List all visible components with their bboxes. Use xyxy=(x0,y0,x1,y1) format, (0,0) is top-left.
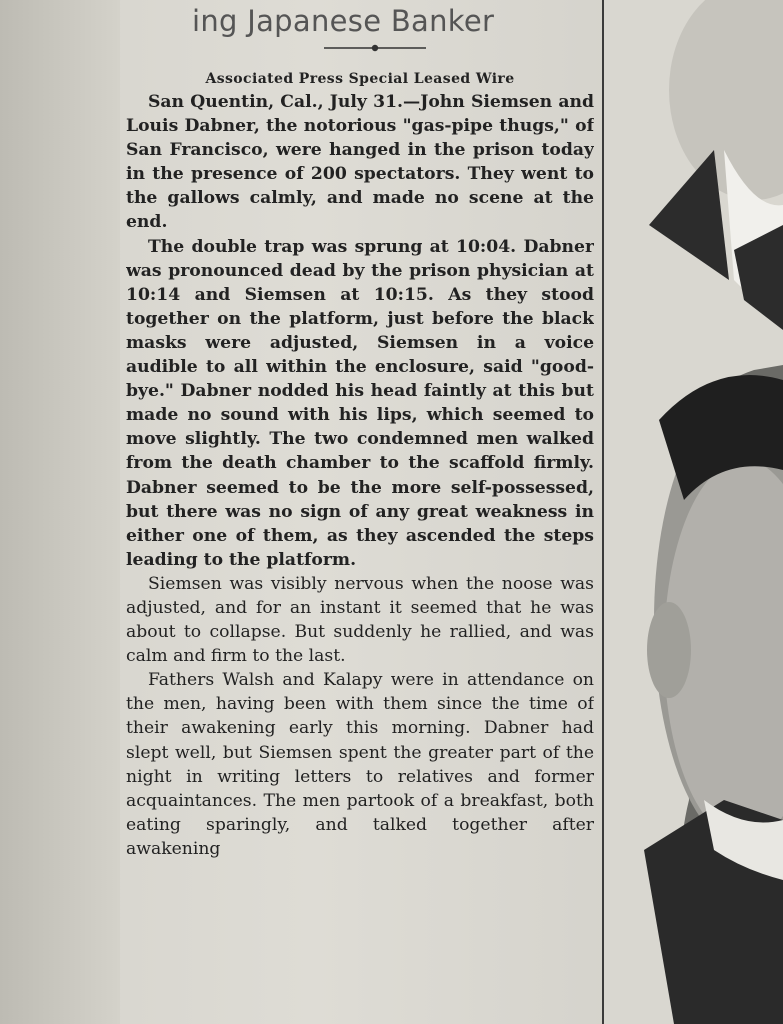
headline: ing Japanese Banker xyxy=(192,4,495,38)
page-margin xyxy=(0,0,120,1024)
article-column xyxy=(126,68,594,1024)
article-paragraph-2: The double trap was sprung at 10:04. Dabner was pronounced dead by the prison physician at 10:14 and Siemsen at 10:15. As they stood together on the platform, just before the black masks were adjusted, Siemsen in a voice audible to all within the enclosure, said "good-bye." Dabner nodded his head faintly at this but made no sound with his lips, which seemed to move slightly. The two condemned men walked from the death chamber to the scaffold firmly. Dabner seemed to be the more self-possessed, but there was no sign of any great weakness in either one of them, as they ascended the steps leading to the platform. xyxy=(126,236,594,570)
wire-credit: Associated Press Special Leased Wire xyxy=(205,71,515,87)
headline-rule-ornament xyxy=(324,44,426,52)
article-paragraph-3: Siemsen was visibly nervous when the noose was adjusted, and for an instant it seemed that he was about to collapse. But suddenly he rallied, and was calm and firm to the last. xyxy=(126,573,594,667)
article-paragraph-4: Fathers Walsh and Kalapy were in attendance on the men, having been with them since the time of their awakening early this morning. Dabner had slept well, but Siemsen spent the greater part of the night in writing letters to relatives and former acquaintances. The men partook of a breakfast, both eating sparingly, and talked together after awakening xyxy=(126,670,594,859)
portrait-photos xyxy=(604,0,783,1024)
article-paragraph-1: San Quentin, Cal., July 31.—John Siemsen and Louis Dabner, the notorious "gas-pipe thugs," of San Francisco, were hanged in the prison today in the presence of 200 spectators. They went to the gallows calmly, and made no scene at the end. xyxy=(126,92,594,233)
portrait-illustration xyxy=(604,0,783,1024)
